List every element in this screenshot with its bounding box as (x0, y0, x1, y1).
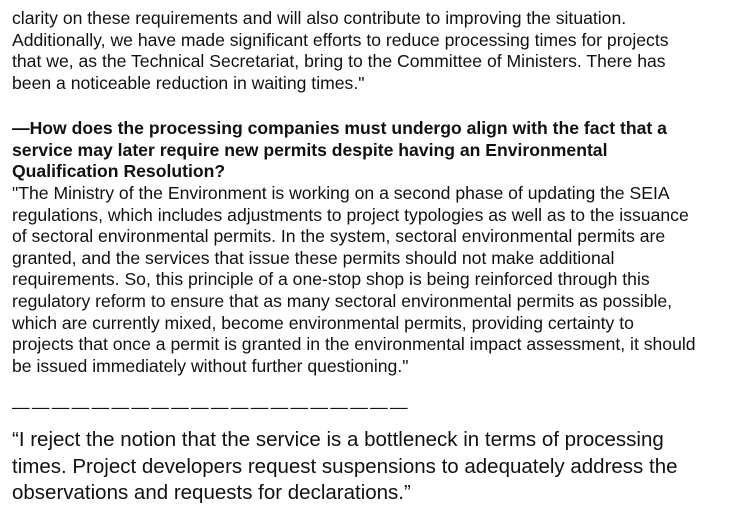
answer-line: projects that once a permit is granted in the environmental impact assessment, it should (12, 334, 696, 355)
answer-line: regulatory reform to ensure that as many sectoral environmental permits as possible, (12, 290, 673, 311)
question-line: service may later require new permits despite having an Environmental (12, 139, 608, 160)
answer-line: be issued immediately without further questioning." (12, 355, 409, 376)
pull-quote (12, 427, 678, 507)
answer-line: granted, and the services that issue these permits should not make additional (12, 247, 615, 268)
intro-paragraph (12, 8, 669, 94)
answer-line: of sectoral environmental permits. In the system, sectoral environmental permits are (12, 226, 666, 247)
paragraph-line: Additionally, we have made significant efforts to reduce processing times for projects (12, 29, 669, 50)
answer-line: requirements. So, this principle of a one-stop shop is being reinforced through this (12, 269, 650, 290)
pull-quote-line: times. Project developers request suspensions to adequately address the (12, 454, 678, 478)
answer-line: which are currently mixed, become environmental permits, providing certainty to (12, 312, 634, 333)
interview-answer (12, 183, 696, 377)
pull-quote-line: “I reject the notion that the service is a bottleneck in terms of processing (12, 428, 664, 451)
question-line: Qualification Resolution? (12, 161, 226, 182)
interview-question (12, 118, 667, 183)
paragraph-line: been a noticeable reduction in waiting times." (12, 72, 365, 93)
paragraph-line: clarity on these requirements and will also contribute to improving the situation. (12, 8, 627, 28)
answer-line: regulations, which includes adjustments to project typologies as well as to the issuance (12, 204, 689, 225)
pull-quote-line: observations and requests for declarations.” (12, 481, 411, 504)
answer-line: "The Ministry of the Environment is working on a second phase of updating the SEIA (12, 183, 670, 203)
question-line: —How does the processing companies must undergo align with the fact that a (12, 118, 667, 138)
section-divider: ———————————————————— (12, 397, 410, 417)
paragraph-line: that we, as the Technical Secretariat, bring to the Committee of Ministers. There has (12, 51, 666, 72)
